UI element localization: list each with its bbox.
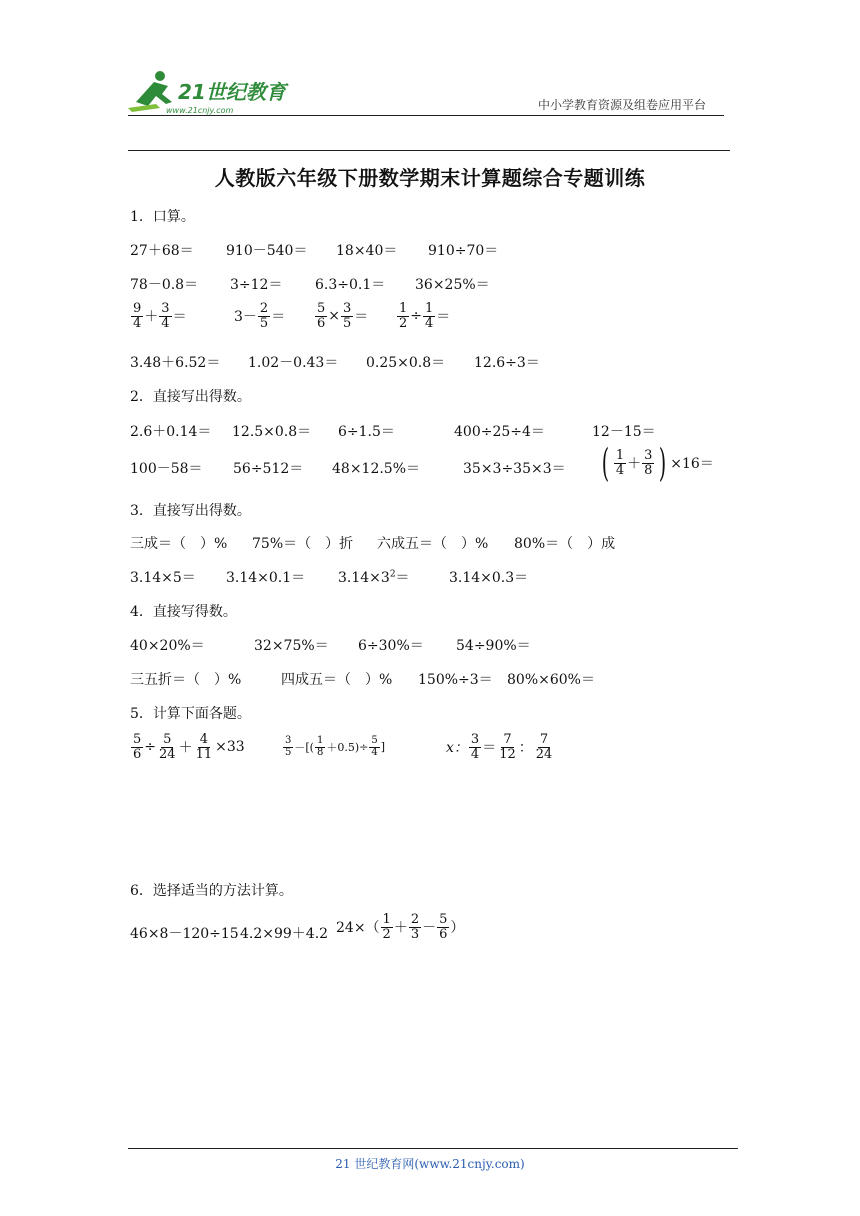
s2-r1-a: 2.6＋0.14＝ bbox=[130, 424, 212, 440]
s3-r2-c: $3.14\times 3^2=$ bbox=[338, 569, 410, 586]
s6-expression-2: 4.2×99＋4.2 bbox=[240, 926, 329, 942]
s3-r2-b: 3.14×0.1＝ bbox=[226, 570, 306, 586]
section-1-heading: 1．口算。 bbox=[130, 209, 195, 225]
s3-r2-a: 3.14×5＝ bbox=[130, 570, 196, 586]
s3-r1-d: 80%＝（ ）成 bbox=[514, 536, 616, 552]
s1-r1-c: 18×40＝ bbox=[336, 243, 398, 259]
s2-r2-b: 56÷512＝ bbox=[233, 461, 304, 477]
section-6-heading: 6．选择适当的方法计算。 bbox=[130, 883, 293, 899]
s1-r4-b: 1.02－0.43＝ bbox=[248, 355, 339, 371]
svg-text:21世纪教育: 21世纪教育 bbox=[178, 80, 286, 104]
section-5-heading: 5．计算下面各题。 bbox=[130, 706, 251, 722]
s1-r3-fraction-1: $\frac{9}{4}$ ＋ $\frac{3}{4}$ ＝ bbox=[133, 301, 187, 331]
s3-r1-b: 75%＝（ ）折 bbox=[252, 536, 354, 552]
s4-r1-b: 32×75%＝ bbox=[254, 638, 329, 654]
svg-text:www.21cnjy.com: www.21cnjy.com bbox=[166, 106, 234, 115]
s1-r1-d: 910÷70＝ bbox=[428, 243, 499, 259]
s6-expression-3: 24×（ $\frac{1}{2}$ ＋ $\frac{2}{3}$ － $\frac{5}{6}$ ） bbox=[336, 912, 465, 942]
s2-r1-e: 12－15＝ bbox=[592, 424, 656, 440]
s5-expression-3: x： $\frac{3}{4}$ ＝ $\frac{7}{12}$ ： $\frac{7}{24}$ bbox=[446, 732, 553, 762]
s4-r2-a: 三五折＝（ ）% bbox=[130, 672, 242, 688]
s1-r4-a: 3.48＋6.52＝ bbox=[130, 355, 221, 371]
footer-divider bbox=[128, 1148, 738, 1149]
s1-r1-a: 27＋68＝ bbox=[130, 243, 194, 259]
s2-r2-c: 48×12.5%＝ bbox=[332, 461, 421, 477]
s5-expression-1: $\frac{5}{6}$ ÷ $\frac{5}{24}$ ＋ $\frac{4}{11}$ ×33 bbox=[133, 732, 245, 762]
s3-r1-c: 六成五＝（ ）% bbox=[377, 536, 489, 552]
s1-r3-fraction-2: 3－ $\frac{2}{5}$ ＝ bbox=[234, 301, 286, 331]
platform-label: 中小学教育资源及组卷应用平台 bbox=[538, 98, 707, 112]
s1-r2-c: 6.3÷0.1＝ bbox=[315, 277, 386, 293]
s1-r1-b: 910－540＝ bbox=[226, 243, 308, 259]
s1-r2-a: 78－0.8＝ bbox=[130, 277, 199, 293]
header-divider bbox=[128, 115, 724, 116]
s2-r2-d: 35×3÷35×3＝ bbox=[463, 461, 566, 477]
s3-r1-a: 三成＝（ ）% bbox=[130, 536, 228, 552]
section-4-heading: 4．直接写得数。 bbox=[130, 604, 237, 620]
s2-r1-b: 12.5×0.8＝ bbox=[232, 424, 312, 440]
s2-r1-c: 6÷1.5＝ bbox=[338, 424, 395, 440]
s4-r2-d: 80%×60%＝ bbox=[507, 672, 595, 688]
s4-r1-d: 54÷90%＝ bbox=[456, 638, 531, 654]
s2-r2-paren-expression: ( $\frac{1}{4}$ ＋ $\frac{3}{8}$ ) ×16＝ bbox=[601, 441, 714, 485]
logo-21cnjy bbox=[126, 68, 296, 118]
s4-r2-c: 150%÷3＝ bbox=[418, 672, 493, 688]
s2-r2-a: 100－58＝ bbox=[130, 461, 203, 477]
s6-expression-1: 46×8－120÷15 bbox=[130, 926, 239, 942]
s4-r1-a: 40×20%＝ bbox=[130, 638, 205, 654]
section-3-heading: 3．直接写出得数。 bbox=[130, 503, 251, 519]
section-2-heading: 2．直接写出得数。 bbox=[130, 389, 251, 405]
s3-r2-d: 3.14×0.3＝ bbox=[449, 570, 529, 586]
s1-r3-fraction-4: $\frac{1}{2}$ ÷ $\frac{1}{4}$ ＝ bbox=[399, 301, 451, 331]
s4-r1-c: 6÷30%＝ bbox=[358, 638, 424, 654]
s2-r1-d: 400÷25÷4＝ bbox=[454, 424, 545, 440]
page-title: 人教版六年级下册数学期末计算题综合专题训练 bbox=[214, 166, 646, 190]
footer-text: 21 世纪教育网(www.21cnjy.com) bbox=[335, 1157, 525, 1171]
s1-r4-d: 12.6÷3＝ bbox=[474, 355, 540, 371]
s1-r4-c: 0.25×0.8＝ bbox=[366, 355, 446, 371]
title-divider bbox=[128, 150, 730, 151]
s5-expression-2: $\frac{3}{5}$ －[( $\frac{1}{8}$ ＋0.5)÷ $\frac{5}{4}$ ] bbox=[285, 735, 386, 758]
s1-r2-b: 3÷12＝ bbox=[230, 277, 283, 293]
s1-r2-d: 36×25%＝ bbox=[415, 277, 490, 293]
s4-r2-b: 四成五＝（ ）% bbox=[281, 672, 393, 688]
s1-r3-fraction-3: $\frac{5}{6}$ × $\frac{3}{5}$ ＝ bbox=[317, 301, 369, 331]
